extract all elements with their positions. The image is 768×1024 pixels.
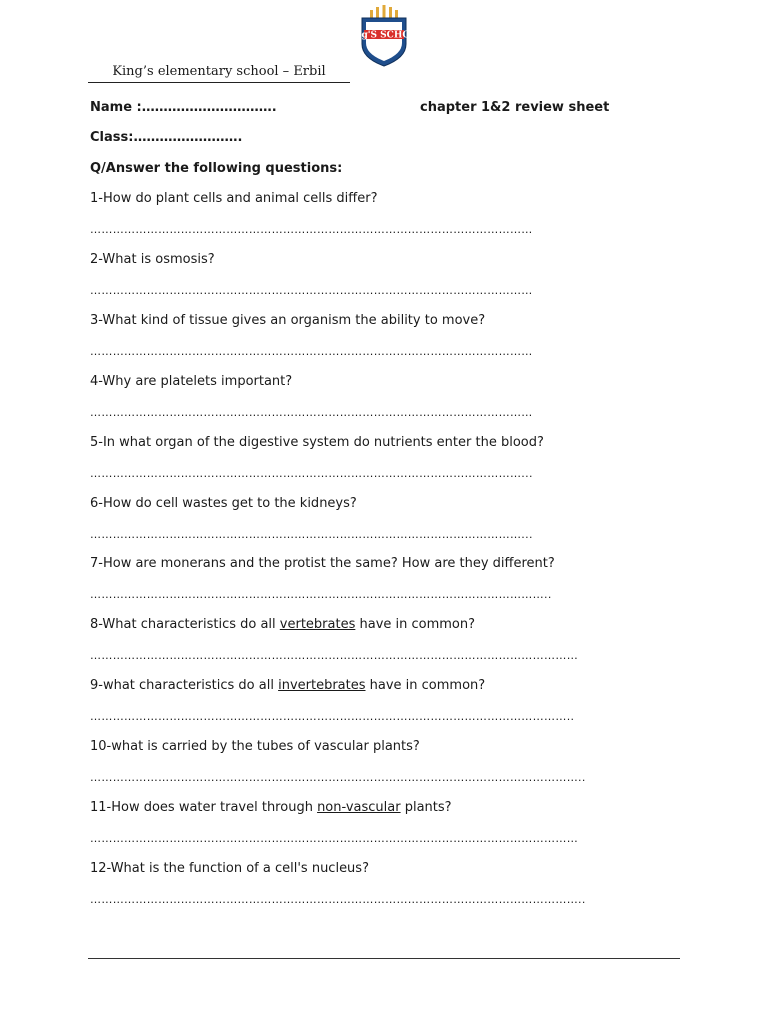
question-text: 6-How do cell wastes get to the kidneys? [90, 495, 357, 511]
answer-line-7[interactable]: ………………………………………………………………………………………………………….. [90, 588, 552, 602]
question-12 [90, 861, 369, 877]
school-name: King’s elementary school – Erbil [88, 64, 350, 83]
question-text: 8-What characteristics do all [90, 617, 280, 633]
question-text: 11-How does water travel through [90, 800, 318, 815]
question-text: 4-Why are platelets important? [90, 373, 293, 389]
answer-line-12[interactable]: ………………………………………………………………………………………………………………….. [90, 892, 586, 906]
question-9 [90, 678, 485, 694]
question-1 [90, 191, 378, 207]
question-text: 7-How are monerans and the protist the same? How are they different? [90, 556, 555, 572]
answer-line-10[interactable]: ………………………………………………………………………………………………………………….. [90, 771, 586, 785]
answer-line-1[interactable]: ……………………………………………………………………………………………………… [90, 223, 533, 236]
class-field-label: Class:……………………. [90, 130, 243, 145]
question-text-end: have in common? [355, 617, 476, 633]
question-underlined-term: invertebrates [278, 678, 366, 694]
logo-wordmark: King'S SCHOOL [343, 30, 425, 41]
question-text: 1-How do plant cells and animal cells differ? [90, 191, 378, 206]
question-6 [90, 496, 357, 512]
answer-line-8[interactable]: ………………………………………………………………………………………………………………… [90, 649, 579, 663]
footer-divider [88, 958, 680, 959]
question-text-end: plants? [400, 800, 452, 815]
answer-line-5[interactable]: ……………………………………………………………………………………………………... [90, 466, 533, 480]
question-text: 9-what characteristics do all [90, 678, 279, 694]
question-10 [90, 739, 420, 755]
answer-line-2[interactable]: ……………………………………………………………………………………………………… [90, 283, 533, 297]
question-3 [90, 313, 485, 329]
question-2 [90, 252, 215, 268]
question-text: 5-In what organ of the digestive system do nutrients enter the blood? [90, 434, 544, 450]
question-text: 2-What is osmosis? [90, 251, 215, 267]
question-text: 10-what is carried by the tubes of vascular plants? [90, 739, 420, 755]
answer-line-6[interactable]: ……………………………………………………………………………………………………... [90, 527, 533, 541]
school-logo [343, 4, 425, 68]
question-text: 12-What is the function of a cell's nucleus? [90, 860, 369, 876]
question-text: 3-What kind of tissue gives an organism the ability to move? [90, 312, 486, 328]
answer-line-3[interactable]: ……………………………………………………………………………………………………… [90, 344, 533, 358]
answer-line-9[interactable]: ……………………………………………………………………………………………………………….. [90, 710, 575, 724]
question-8 [90, 617, 475, 633]
question-7 [90, 556, 555, 572]
sheet-title: chapter 1&2 review sheet [420, 100, 610, 115]
name-field-label: Name :…………………………. [90, 100, 277, 115]
answer-line-4[interactable]: ……………………………………………………………………………………………………… [90, 405, 533, 419]
question-underlined-term: vertebrates [279, 617, 356, 633]
question-4 [90, 374, 292, 390]
question-5 [90, 435, 544, 451]
question-11 [90, 800, 452, 816]
question-text-end: have in common? [365, 678, 486, 694]
question-underlined-term: non-vascular [317, 800, 401, 815]
instructions-heading: Q/Answer the following questions: [90, 161, 343, 176]
answer-line-11[interactable]: ………………………………………………………………………………………………………………… [90, 832, 579, 845]
